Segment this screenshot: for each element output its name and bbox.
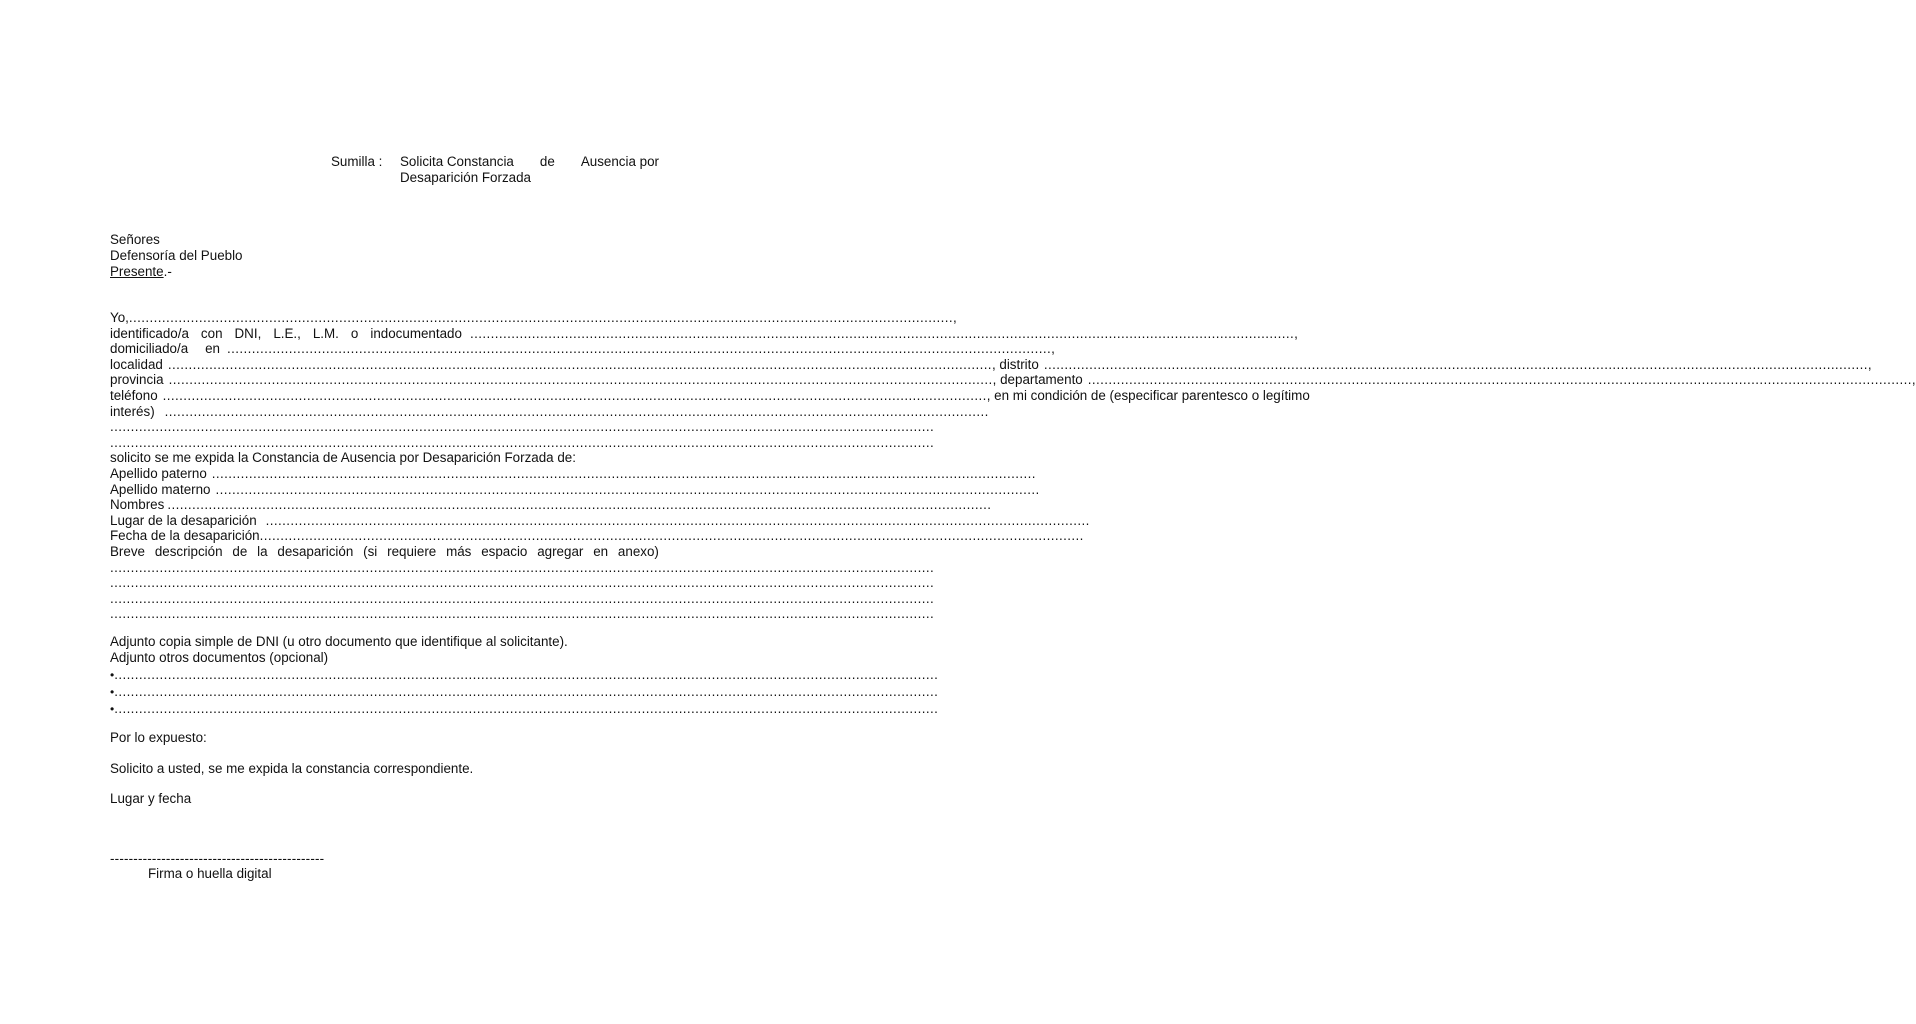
id-fill-line[interactable]: ........................................................................................................................................................................................................ [470, 325, 1295, 341]
presente-text: Presente [110, 264, 164, 279]
bullet-icon: • [110, 667, 115, 682]
domicilio-fill-line[interactable]: ........................................................................................................................................................................................................ [227, 341, 1052, 357]
description-row [110, 590, 935, 607]
apellido-materno-row [110, 481, 1040, 498]
yo-end: , [952, 310, 957, 325]
interes-fill-line[interactable]: ........................................................................................................................................................................................................ [164, 403, 989, 419]
breve-word: espacio [481, 543, 528, 559]
id-word: L.E., [273, 325, 301, 341]
telefono-row [110, 387, 1310, 404]
breve-word: (si [363, 543, 378, 559]
fecha-label: Fecha de la desaparición [110, 528, 260, 544]
breve-word: desaparición [277, 543, 354, 559]
blank-row [110, 419, 935, 435]
description-fill-line[interactable]: ........................................................................................................................................................................................................ [110, 590, 935, 606]
lugar-fill-line[interactable]: ........................................................................................................................................................................................................ [265, 512, 1090, 528]
condicion-label: , en mi condición de (especificar parentesco o legítimo [986, 387, 1310, 403]
description-fill-line[interactable]: ........................................................................................................................................................................................................ [110, 559, 935, 575]
departamento-fill-line[interactable]: ........................................................................................................................................................................................................ [1087, 372, 1912, 388]
localidad-row [110, 356, 1872, 373]
attachment-fill-line[interactable]: ........................................................................................................................................................................................................ [114, 683, 939, 699]
domicilio-label [110, 341, 220, 357]
breve-word: Breve [110, 543, 145, 559]
id-end: , [1294, 325, 1298, 341]
nombres-label: Nombres [110, 497, 165, 513]
yo-row [110, 310, 957, 326]
breve-word: requiere [387, 543, 437, 559]
attachment-fill-line[interactable]: ........................................................................................................................................................................................................ [114, 666, 939, 682]
attachment-bullet-item [110, 683, 939, 700]
breve-word: anexo) [617, 543, 659, 559]
apellido-materno-fill-line[interactable]: ........................................................................................................................................................................................................ [215, 481, 1040, 497]
breve-row [110, 544, 659, 560]
yo-label: Yo, [110, 310, 129, 325]
signature-label: Firma o huella digital [148, 866, 272, 881]
lugar-label: Lugar de la desaparición [110, 512, 257, 528]
attachment-otros: Adjunto otros documentos (opcional) [110, 650, 329, 665]
description-row [110, 606, 935, 622]
attachment-bullet-item [110, 700, 939, 717]
blank-row [110, 434, 935, 451]
sumilla-word: Solicita Constancia [400, 154, 514, 169]
id-word: con [200, 325, 223, 341]
sumilla-text [400, 154, 660, 186]
id-word: o [350, 325, 359, 341]
apellido-paterno-row [110, 465, 1036, 482]
breve-word: la [257, 543, 268, 559]
por-lo-expuesto: Por lo expuesto: [110, 730, 207, 745]
distrito-end: , [1867, 356, 1872, 372]
presente-suffix: .- [163, 264, 172, 279]
recipient-block [110, 232, 243, 280]
provincia-row [110, 372, 1916, 388]
departamento-end: , [1911, 372, 1916, 388]
sumilla-label: Sumilla : [331, 154, 383, 169]
lugar-row [110, 512, 1090, 529]
localidad-label: localidad [110, 356, 163, 372]
solicito-row [110, 450, 659, 466]
solicito-closing: Solicito a usted, se me expida la constancia correspondiente. [110, 761, 474, 776]
departamento-label: , departamento [992, 372, 1083, 388]
attachments-block [110, 634, 939, 717]
breve-word: agregar [537, 543, 584, 559]
interes-label: interés) [110, 403, 155, 419]
name-fill-line[interactable]: ........................................................................................................................................................................................................ [128, 310, 953, 325]
description-fill-line[interactable]: ........................................................................................................................................................................................................ [110, 606, 935, 622]
sumilla-word: Ausencia por [580, 154, 659, 169]
fecha-fill-line[interactable]: ........................................................................................................................................................................................................ [259, 528, 1084, 544]
sumilla-word: de [539, 154, 555, 169]
telefono-label: teléfono [110, 387, 158, 403]
apellido-materno-label: Apellido materno [110, 481, 211, 497]
recipient-line1: Señores [110, 232, 160, 247]
sumilla-line2: Desaparición Forzada [400, 170, 531, 185]
breve-word: de [232, 543, 248, 559]
lugar-fecha: Lugar y fecha [110, 791, 192, 806]
bullet-icon: • [110, 701, 115, 716]
description-row [110, 559, 935, 576]
solicito-text: solicito se me expida la Constancia de Ausencia por Desaparición Forzada de: [110, 450, 576, 466]
id-word: DNI, [234, 325, 262, 341]
description-fill-line[interactable]: ........................................................................................................................................................................................................ [110, 575, 935, 591]
provincia-label: provincia [110, 372, 164, 388]
signature-line: ---------------------------------------------- [110, 851, 325, 866]
apellido-paterno-fill-line[interactable]: ........................................................................................................................................................................................................ [211, 465, 1036, 481]
recipient-line2: Defensoría del Pueblo [110, 248, 243, 263]
domicilio-end: , [1051, 341, 1055, 357]
attachment-bullet-item [110, 666, 939, 683]
description-row [110, 575, 935, 591]
localidad-fill-line[interactable]: ........................................................................................................................................................................................................ [167, 356, 992, 372]
interes-row [110, 403, 989, 420]
bullet-icon: • [110, 684, 115, 699]
id-word: identificado/a [110, 325, 189, 341]
telefono-fill-line[interactable]: ........................................................................................................................................................................................................ [162, 387, 987, 403]
domicilio-row [110, 341, 1055, 357]
interes-fill-line[interactable]: ........................................................................................................................................................................................................ [110, 434, 935, 450]
apellido-paterno-label: Apellido paterno [110, 465, 207, 481]
fecha-row [110, 528, 1084, 544]
nombres-fill-line[interactable]: ........................................................................................................................................................................................................ [167, 497, 992, 513]
attachment-fill-line[interactable]: ........................................................................................................................................................................................................ [114, 700, 939, 716]
breve-word: descripción [154, 543, 223, 559]
nombres-row [110, 497, 992, 513]
id-label [110, 326, 462, 342]
distrito-fill-line[interactable]: ........................................................................................................................................................................................................ [1043, 356, 1868, 372]
provincia-fill-line[interactable]: ........................................................................................................................................................................................................ [168, 372, 993, 388]
id-row [110, 325, 1298, 342]
id-word: indocumentado [370, 325, 462, 341]
breve-word: en [593, 543, 609, 559]
interes-fill-line[interactable]: ........................................................................................................................................................................................................ [110, 419, 935, 435]
attachment-dni: Adjunto copia simple de DNI (u otro documento que identifique al solicitante). [110, 634, 568, 649]
domicilio-word: en [205, 341, 220, 357]
breve-word: más [446, 543, 472, 559]
domicilio-word: domiciliado/a [110, 341, 189, 357]
id-word: L.M. [312, 325, 339, 341]
form-body [110, 310, 1916, 622]
distrito-label: , distrito [991, 356, 1039, 372]
